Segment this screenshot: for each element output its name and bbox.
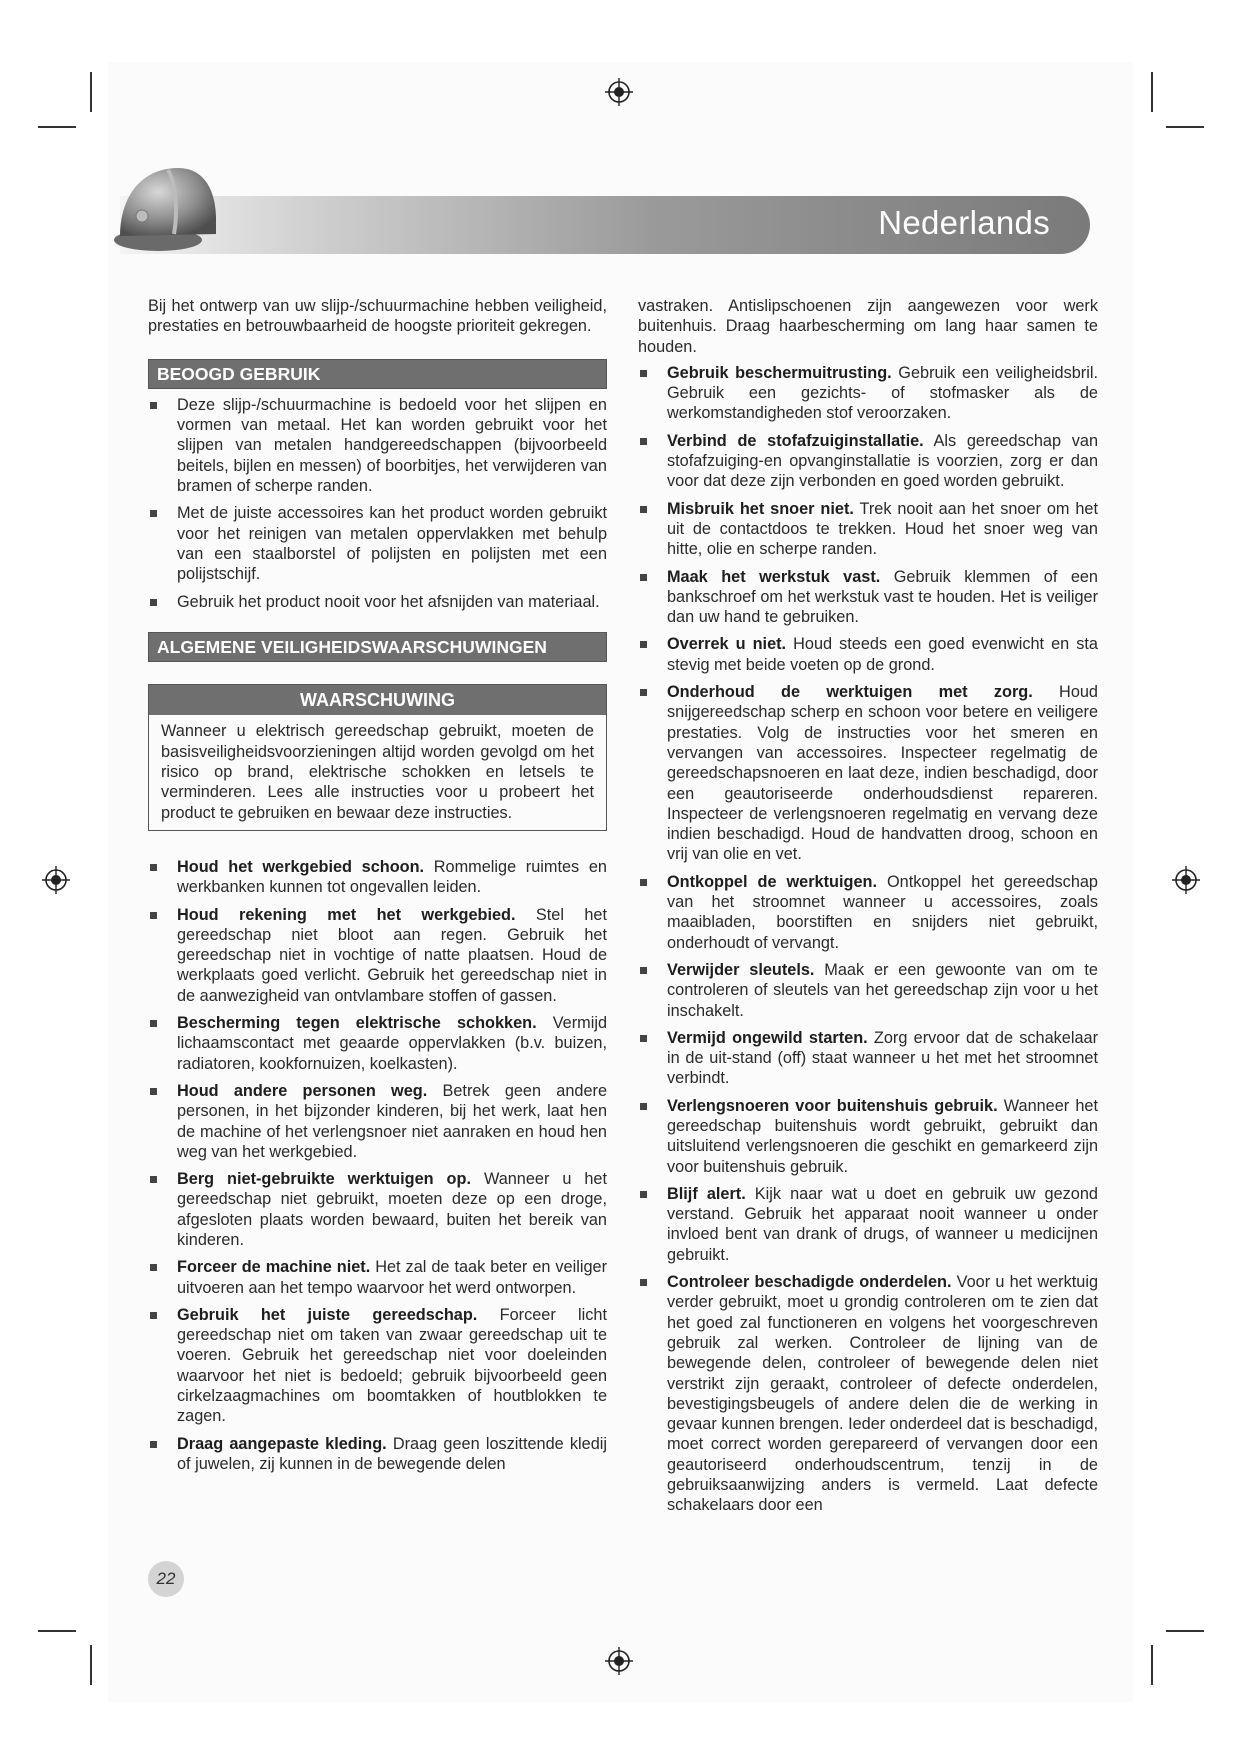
list-item bbox=[638, 1272, 1098, 1516]
rule-title: Overrek u niet. bbox=[667, 635, 787, 654]
list-item bbox=[148, 1305, 607, 1427]
language-banner bbox=[120, 196, 1090, 254]
list-item bbox=[638, 1096, 1098, 1177]
intended-use-list bbox=[148, 395, 607, 612]
rule-text: Voor u het werktuig verder gebruikt, moet u grondig controleren om te zien dat het goed zal functioneren en volgens het voorgeschreven gebruik zal werken. Controleer de lijning van de bewegende delen, controleer of bewegende delen niet verstrikt zijn geraakt, controleer of defecte onderdelen, bevestigingsbeugels of andere delen die de werking in gevaar kunnen brengen. Ieder onderdeel dat is beschadigd, moet correct worden gerepareerd of vervangen door een geautoriseerd onderhoudscentrum, tenzij in de gebruiksaanwijzing anders is vermeld. Laat defecte schakelaars door een bbox=[667, 1273, 1098, 1515]
rule-title: Forceer de machine niet. bbox=[177, 1258, 371, 1277]
page-number: 22 bbox=[148, 1561, 184, 1597]
crop-mark bbox=[90, 72, 92, 112]
list-item: Met de juiste accessoires kan het product worden gebruikt voor het reinigen van metalen oppervlakken met behulp van een staalborstel of polijsten en polijsten met een polijstschijf. bbox=[148, 503, 607, 584]
list-item bbox=[148, 1169, 607, 1250]
rule-title: Gebruik het juiste gereedschap. bbox=[177, 1305, 478, 1324]
rule-text: Draag geen loszittende kledij of juwelen, zij kunnen in de bewegende delen bbox=[177, 1434, 607, 1473]
rule-text: Forceer licht gereedschap niet om taken van zwaar gereedschap uit te voeren. Gebruik het gereedschap niet voor doeleinden waarvoor het niet is bedoeld; gebruik bijvoorbeeld geen cirkelzaagmachines om boomtakken of houtblokken te zagen. bbox=[177, 1305, 607, 1426]
crop-mark bbox=[1166, 1630, 1204, 1632]
list-item bbox=[148, 905, 607, 1006]
section-title-intended-use: BEOOGD GEBRUIK bbox=[148, 359, 607, 389]
list-item bbox=[638, 363, 1098, 424]
continued-paragraph: vastraken. Antislipschoenen zijn aangewezen voor werk buitenhuis. Draag haarbescherming om lang haar samen te houden. bbox=[638, 297, 1098, 356]
crop-mark bbox=[1151, 72, 1153, 112]
list-item bbox=[148, 857, 607, 898]
rule-text: Gebruik klemmen of een bankschroef om het werkstuk vast te houden. Het is veiliger dan uw hand te gebruiken. bbox=[667, 567, 1098, 627]
rule-text: Kijk naar wat u doet en gebruik uw gezond verstand. Gebruik het apparaat nooit wanneer u onder invloed bent van drank of drugs, of wanneer u medicijnen gebruikt. bbox=[667, 1184, 1098, 1264]
warning-text: Wanneer u elektrisch gereedschap gebruikt, moeten de basisveiligheidsvoorzieningen altijd worden gevolgd om het risico op brand, elektrische schokken en letsels te verminderen. Lees alle instructies voor u probeert het product te gebruiken en bewaar deze instructies. bbox=[161, 722, 594, 822]
left-column bbox=[148, 296, 607, 1481]
list-item bbox=[148, 1434, 607, 1475]
rule-text: Houd steeds een goed evenwicht en sta stevig met beide voeten op de grond. bbox=[667, 635, 1098, 674]
list-item bbox=[638, 682, 1098, 865]
intro-paragraph: Bij het ontwerp van uw slijp-/schuurmachine hebben veiligheid, prestaties en betrouwbaarheid de hoogste prioriteit gekregen. bbox=[148, 297, 607, 336]
list-item: Deze slijp-/schuurmachine is bedoeld voor het slijpen en vormen van metaal. Het kan worden gebruikt voor het slijpen van metalen handgereedschappen (bijvoorbeeld beitels, bijlen en messen) of boorbitjes, het verwijderen van bramen of scherpe randen. bbox=[148, 395, 607, 496]
registration-mark-icon bbox=[42, 866, 70, 894]
list-item bbox=[148, 1081, 607, 1162]
safety-helmet-icon bbox=[112, 160, 222, 256]
rule-title: Houd rekening met het werkgebied. bbox=[177, 905, 516, 924]
crop-mark bbox=[90, 1645, 92, 1685]
rule-title: Verlengsnoeren voor buitenshuis gebruik. bbox=[667, 1096, 998, 1115]
rule-text: Zorg ervoor dat de schakelaar in de uit-stand (off) staat wanneer u het met het stroomnet verbindt. bbox=[667, 1028, 1098, 1088]
list-item bbox=[148, 1013, 607, 1074]
rule-title: Houd andere personen weg. bbox=[177, 1081, 428, 1100]
registration-mark-icon bbox=[1172, 866, 1200, 894]
right-column bbox=[638, 296, 1098, 1523]
rule-title: Controleer beschadigde onderdelen. bbox=[667, 1273, 952, 1292]
rule-text: Houd snijgereedschap scherp en schoon voor betere en veiligere prestaties. Volg de instructies voor het smeren en vervangen van accessoires. Inspecteer regelmatig de gereedschapsnoeren en laat deze, indien beschadigd, door een geautoriseerde onderhoudsdienst repareren. Inspecteer de verlengsnoeren regelmatig en vervang deze indien beschadigd. Houd de handvatten droog, schoon en vrij van olie en vet. bbox=[667, 683, 1098, 864]
list-item bbox=[638, 1028, 1098, 1089]
rule-title: Misbruik het snoer niet. bbox=[667, 499, 854, 518]
rule-title: Verbind de stofafzuiginstallatie. bbox=[667, 431, 924, 450]
rule-title: Bescherming tegen elektrische schokken. bbox=[177, 1014, 537, 1033]
list-item bbox=[638, 1184, 1098, 1265]
rule-title: Ontkoppel de werktuigen. bbox=[667, 872, 877, 891]
rule-title: Maak het werkstuk vast. bbox=[667, 567, 881, 586]
list-item bbox=[638, 634, 1098, 675]
rule-text: Ontkoppel het gereedschap van het stroomnet wanneer u accessoires, zoals maaibladen, boorstiften en snijders niet gebruikt, onderhoudt of vervangt. bbox=[667, 872, 1098, 952]
list-item bbox=[148, 1257, 607, 1298]
rule-text: Maak er een gewoonte van om te controleren of sleutels van het gereedschap zijn voor u het inschakelt. bbox=[667, 960, 1098, 1020]
crop-mark bbox=[38, 1630, 76, 1632]
registration-mark-icon bbox=[605, 1647, 633, 1675]
rule-title: Gebruik beschermuitrusting. bbox=[667, 363, 892, 382]
list-item bbox=[638, 499, 1098, 560]
rule-title: Blijf alert. bbox=[667, 1184, 746, 1203]
rule-title: Vermijd ongewild starten. bbox=[667, 1028, 868, 1047]
safety-rules-list-left bbox=[148, 857, 607, 1474]
language-title: Nederlands bbox=[878, 204, 1050, 241]
rule-title: Berg niet-gebruikte werktuigen op. bbox=[177, 1170, 471, 1189]
list-item bbox=[638, 872, 1098, 953]
crop-mark bbox=[38, 126, 76, 128]
rule-text: Trek nooit aan het snoer om het uit de contactdoos te trekken. Houd het snoer weg van hitte, olie en scherpe randen. bbox=[667, 499, 1098, 559]
crop-mark bbox=[1151, 1645, 1153, 1685]
rule-text: Rommelige ruimtes en werkbanken kunnen tot ongevallen leiden. bbox=[177, 857, 607, 897]
rule-text: Het zal de taak beter en veiliger uitvoeren aan het tempo waarvoor het werd ontworpen. bbox=[177, 1258, 607, 1297]
safety-rules-list-right bbox=[638, 363, 1098, 1516]
rule-title: Onderhoud de werktuigen met zorg. bbox=[667, 683, 1033, 702]
registration-mark-icon bbox=[605, 78, 633, 106]
list-item bbox=[638, 431, 1098, 492]
warning-box bbox=[148, 684, 607, 831]
rule-text: Wanneer u het gereedschap niet gebruikt, moeten deze op een droge, afgesloten plaats worden bewaard, buiten het bereik van kinderen. bbox=[177, 1170, 607, 1249]
rule-title: Draag aangepaste kleding. bbox=[177, 1434, 387, 1453]
rule-text: Wanneer het gereedschap buitenshuis wordt gebruikt, gebruikt dan uitsluitend verlengsnoeren die geschikt en gemarkeerd zijn voor buitenshuis gebruik. bbox=[667, 1096, 1098, 1176]
rule-title: Verwijder sleutels. bbox=[667, 960, 815, 979]
warning-title: WAARSCHUWING bbox=[149, 685, 606, 715]
rule-text: Gebruik een veiligheidsbril. Gebruik een gezichts- of stofmasker als de werkomstandigheden stof veroorzaken. bbox=[667, 363, 1098, 423]
rule-text: Stel het gereedschap niet bloot aan regen. Gebruik het gereedschap niet in vochtige of natte plaatsen. Houd de werkplaats goed verlicht. Gebruik het gereedschap niet in de aanwezigheid van ontvlambare stoffen of gassen. bbox=[177, 905, 607, 1005]
section-title-general-warnings: ALGEMENE VEILIGHEIDSWAARSCHUWINGEN bbox=[148, 632, 607, 662]
list-item: Gebruik het product nooit voor het afsnijden van materiaal. bbox=[148, 592, 607, 612]
rule-text: Als gereedschap van stofafzuiging-en opvanginstallatie is voorzien, zorg er dan voor dat deze zijn verbonden en goed worden gebruikt. bbox=[667, 431, 1098, 491]
rule-text: Vermijd lichaamscontact met geaarde oppervlakken (b.v. buizen, radiatoren, kookfornuizen, koelkasten). bbox=[177, 1014, 608, 1073]
crop-mark bbox=[1166, 126, 1204, 128]
list-item bbox=[638, 960, 1098, 1021]
list-item bbox=[638, 567, 1098, 628]
rule-text: Betrek geen andere personen, in het bijzonder kinderen, bij het werk, laat hen de machine of het verlengsnoer niet aanraken en houd hen weg van het werkgebied. bbox=[177, 1081, 608, 1161]
rule-title: Houd het werkgebied schoon. bbox=[177, 857, 425, 876]
